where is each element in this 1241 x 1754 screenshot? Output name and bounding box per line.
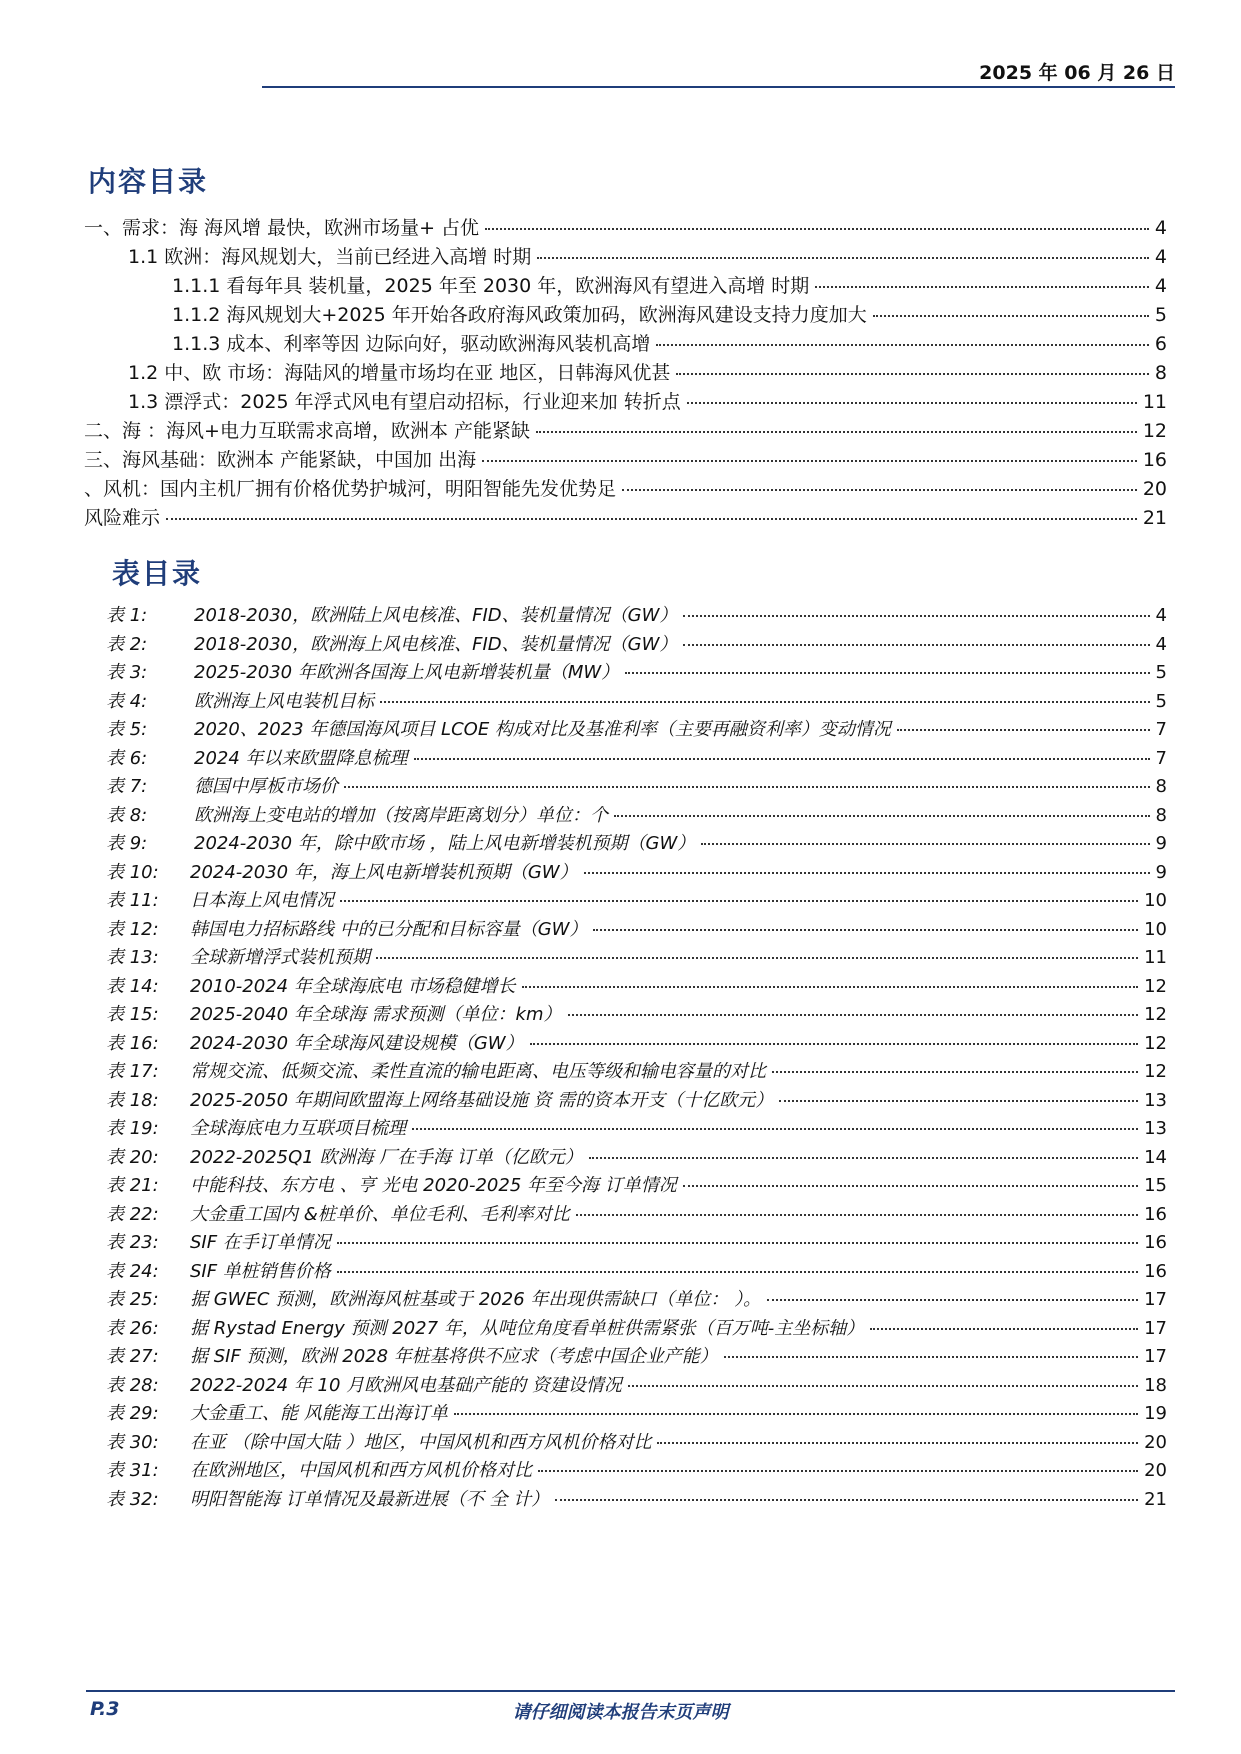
figure-entry[interactable]	[106, 745, 1167, 774]
figure-page: 12	[1144, 975, 1167, 997]
dot-leader	[536, 431, 1137, 433]
dot-leader	[625, 672, 1149, 674]
toc-entry-page: 21	[1142, 507, 1167, 529]
figure-page: 20	[1144, 1460, 1167, 1481]
toc-entry[interactable]	[84, 301, 1167, 330]
list-of-figures	[106, 602, 1167, 1514]
toc-entry-text: 1.2 中、欧 市场：海陆风的增量市场均在亚 地区，日韩海风优甚	[128, 362, 671, 384]
dot-leader	[593, 929, 1138, 931]
figure-page: 4	[1155, 605, 1167, 626]
figure-page: 21	[1144, 1488, 1167, 1510]
dot-leader	[337, 1271, 1138, 1273]
figures-heading: 表目录	[112, 557, 203, 590]
figure-page: 16	[1144, 1260, 1167, 1282]
figure-title: 中能科技、东方电 、亨 光电 2020-2025 年至今海 订单情况	[190, 1175, 677, 1196]
figure-title: 2018-2030，欧洲陆上风电核准、FID、装机量情况（GW）	[194, 605, 678, 626]
figure-page: 12	[1144, 1061, 1167, 1082]
figure-entry[interactable]	[106, 916, 1167, 945]
figure-page: 9	[1155, 861, 1167, 883]
figure-entry[interactable]	[106, 973, 1167, 1002]
figure-page: 11	[1144, 947, 1167, 968]
figure-title: 据 Rystad Energy 预测 2027 年，从吨位角度看单桩供需紧张（百万吨-主坐标轴）	[190, 1317, 865, 1339]
toc-entry-text: 二、海 ：海风+电力互联需求高增，欧洲本 产能紧缺	[84, 420, 531, 442]
figure-page: 17	[1144, 1317, 1167, 1339]
figure-title: 2022-2025Q1 欧洲海 厂在手海 订单（亿欧元）	[190, 1146, 583, 1168]
figure-label: 表 2:	[106, 633, 148, 655]
figure-entry[interactable]	[106, 773, 1167, 802]
toc-entry[interactable]	[84, 272, 1167, 301]
toc-entry[interactable]	[84, 388, 1167, 417]
figure-title: 常规交流、低频交流、柔性直流的输电距离、电压等级和输电容量的对比	[190, 1061, 766, 1082]
toc-entry-page: 20	[1142, 478, 1167, 500]
figure-entry[interactable]	[106, 1343, 1167, 1372]
figure-label: 表 14:	[106, 975, 159, 997]
toc-entry-text: 1.3 漂浮式：2025 年浮式风电有望启动招标，行业迎来加 转折点	[128, 391, 681, 413]
figure-entry[interactable]	[106, 830, 1167, 859]
toc-entry-page: 16	[1142, 449, 1167, 471]
figure-title: 2024-2030 年，海上风电新增装机预期（GW）	[190, 861, 578, 883]
figure-title: 2022-2024 年 10 月欧洲风电基础产能的 资建设情况	[190, 1374, 622, 1396]
dot-leader	[676, 373, 1149, 375]
figure-label: 表 18:	[106, 1089, 159, 1111]
toc-entry-page: 8	[1154, 362, 1167, 384]
page-number: P.3	[90, 1698, 120, 1720]
figure-entry[interactable]	[106, 1201, 1167, 1230]
figure-label: 表 13:	[106, 947, 159, 968]
figure-page: 8	[1155, 776, 1167, 797]
toc-entry[interactable]	[84, 214, 1167, 243]
header-divider	[262, 86, 1175, 88]
figure-page: 10	[1144, 918, 1167, 940]
dot-leader	[622, 489, 1137, 491]
figure-page: 8	[1155, 804, 1167, 826]
figure-title: 全球新增浮式装机预期	[190, 947, 370, 968]
figure-label: 表 25:	[106, 1289, 159, 1310]
figure-label: 表 4:	[106, 690, 148, 712]
figure-entry[interactable]	[106, 887, 1167, 916]
figure-label: 表 1:	[106, 605, 148, 626]
figure-label: 表 28:	[106, 1374, 159, 1396]
figure-page: 5	[1155, 690, 1167, 712]
figure-entry[interactable]	[106, 1030, 1167, 1059]
dot-leader	[724, 1356, 1138, 1358]
dot-leader	[772, 1071, 1138, 1073]
footer-divider	[86, 1690, 1175, 1692]
figure-entry[interactable]	[106, 1058, 1167, 1087]
figure-page: 14	[1144, 1146, 1167, 1168]
toc-entry-page: 12	[1142, 420, 1167, 442]
toc-heading: 内容目录	[88, 165, 209, 198]
figure-entry[interactable]	[106, 1286, 1167, 1315]
figure-title: 大金重工国内 &桩单价、单位毛利、毛利率对比	[190, 1203, 570, 1225]
dot-leader	[657, 1442, 1138, 1444]
figure-entry[interactable]	[106, 1486, 1167, 1515]
figure-entry[interactable]	[106, 1001, 1167, 1030]
figure-entry[interactable]	[106, 1229, 1167, 1258]
figure-title: 据 GWEC 预测，欧洲海风桩基或于 2026 年出现供需缺口（单位： ）。	[190, 1289, 762, 1310]
toc-entry-page: 5	[1154, 304, 1167, 326]
figure-entry[interactable]	[106, 659, 1167, 688]
figure-title: SIF 单桩销售价格	[190, 1260, 331, 1282]
dot-leader	[656, 344, 1148, 346]
figure-entry[interactable]	[106, 1457, 1167, 1486]
figure-title: 据 SIF 预测，欧洲 2028 年桩基将供不应求（考虑中国企业产能）	[190, 1346, 718, 1367]
figure-page: 13	[1144, 1118, 1167, 1139]
dot-leader	[344, 786, 1150, 788]
dot-leader	[166, 518, 1137, 520]
disclaimer-note: 请仔细阅读本报告末页声明	[512, 1702, 729, 1723]
figure-entry[interactable]	[106, 1172, 1167, 1201]
figure-title: 明阳智能海 订单情况及最新进展（不 全 计）	[190, 1488, 550, 1510]
table-of-contents	[84, 214, 1167, 533]
toc-entry-page: 11	[1142, 391, 1167, 413]
figure-title: 全球海底电力互联项目梳理	[190, 1118, 406, 1139]
dot-leader	[576, 1214, 1138, 1216]
figure-title: 欧洲海上变电站的增加（按离岸距离划分）单位：个	[194, 804, 608, 826]
figure-entry[interactable]	[106, 859, 1167, 888]
dot-leader	[683, 1185, 1138, 1187]
figure-label: 表 27:	[106, 1346, 159, 1367]
figure-page: 7	[1155, 747, 1167, 769]
figure-label: 表 29:	[106, 1403, 159, 1424]
figure-entry[interactable]	[106, 1429, 1167, 1458]
dot-leader	[614, 815, 1150, 817]
figure-label: 表 19:	[106, 1118, 159, 1139]
dot-leader	[337, 1242, 1138, 1244]
figure-page: 12	[1144, 1032, 1167, 1054]
figure-page: 18	[1144, 1374, 1167, 1396]
dot-leader	[414, 758, 1150, 760]
figure-page: 15	[1144, 1175, 1167, 1196]
figure-title: 德国中厚板市场价	[194, 776, 338, 797]
dot-leader	[589, 1157, 1138, 1159]
figure-label: 表 30:	[106, 1431, 159, 1453]
figure-entry[interactable]	[106, 944, 1167, 973]
figure-page: 7	[1155, 719, 1167, 740]
toc-entry[interactable]	[84, 475, 1167, 504]
figure-page: 20	[1144, 1431, 1167, 1453]
dot-leader	[454, 1413, 1138, 1415]
figure-entry[interactable]	[106, 602, 1167, 631]
figure-label: 表 10:	[106, 861, 159, 883]
dot-leader	[897, 729, 1150, 731]
dot-leader	[482, 460, 1137, 462]
figure-label: 表 5:	[106, 719, 148, 740]
figure-label: 表 12:	[106, 918, 159, 940]
dot-leader	[779, 1100, 1138, 1102]
figure-label: 表 20:	[106, 1146, 159, 1168]
figure-page: 19	[1144, 1403, 1167, 1424]
figure-entry[interactable]	[106, 1087, 1167, 1116]
figure-label: 表 22:	[106, 1203, 159, 1225]
figure-title: 2018-2030，欧洲海上风电核准、FID、装机量情况（GW）	[194, 633, 678, 655]
figure-page: 4	[1155, 633, 1167, 655]
figure-title: SIF 在手订单情况	[190, 1232, 331, 1253]
figure-label: 表 26:	[106, 1317, 159, 1339]
figure-entry[interactable]	[106, 1115, 1167, 1144]
figure-title: 大金重工、能 风能海工出海订单	[190, 1403, 448, 1424]
figure-title: 2025-2050 年期间欧盟海上网络基础设施 资 需的资本开支（十亿欧元）	[190, 1089, 774, 1111]
figure-label: 表 15:	[106, 1004, 159, 1025]
figure-label: 表 6:	[106, 747, 148, 769]
toc-entry[interactable]	[84, 243, 1167, 272]
figure-title: 2024-2030 年，除中欧市场 ，陆上风电新增装机预期（GW）	[194, 833, 696, 854]
dot-leader	[873, 315, 1149, 317]
dot-leader	[537, 257, 1149, 259]
toc-entry[interactable]	[84, 446, 1167, 475]
toc-entry-text: 风险难示	[84, 507, 161, 529]
dot-leader	[767, 1299, 1138, 1301]
dot-leader	[568, 1014, 1139, 1016]
dot-leader	[683, 644, 1149, 646]
figure-label: 表 31:	[106, 1460, 159, 1481]
dot-leader	[522, 986, 1139, 988]
toc-entry-text: 1.1.2 海风规划大+2025 年开始各政府海风政策加码，欧洲海风建设支持力度加大	[172, 304, 867, 326]
figure-label: 表 24:	[106, 1260, 159, 1282]
toc-entry-text: 1.1.3 成本、利率等因 边际向好，驱动欧洲海风装机高增	[172, 333, 651, 355]
figure-entry[interactable]	[106, 802, 1167, 831]
figure-label: 表 16:	[106, 1032, 159, 1054]
figure-label: 表 11:	[106, 890, 159, 911]
figure-label: 表 32:	[106, 1488, 159, 1510]
figure-page: 12	[1144, 1004, 1167, 1025]
dot-leader	[701, 843, 1149, 845]
figure-label: 表 7:	[106, 776, 148, 797]
dot-leader	[380, 701, 1150, 703]
figure-title: 2010-2024 年全球海底电 市场稳健增长	[190, 975, 516, 997]
dot-leader	[538, 1470, 1138, 1472]
toc-entry-text: 1.1.1 看每年具 装机量，2025 年至 2030 年，欧洲海风有望进入高增 时期	[172, 275, 810, 297]
figure-label: 表 21:	[106, 1175, 159, 1196]
figure-entry[interactable]	[106, 1315, 1167, 1344]
toc-entry-text: 三、海风基础：欧洲本 产能紧缺，中国加 出海	[84, 449, 477, 471]
dot-leader	[555, 1499, 1138, 1501]
figure-entry[interactable]	[106, 1144, 1167, 1173]
dot-leader	[376, 957, 1138, 959]
figure-page: 13	[1144, 1089, 1167, 1111]
figure-entry[interactable]	[106, 631, 1167, 660]
dot-leader	[485, 228, 1149, 230]
figure-page: 5	[1155, 662, 1167, 683]
figure-title: 2020、2023 年德国海风项目 LCOE 构成对比及基准利率（主要再融资利率）变动情况	[194, 719, 891, 740]
toc-entry-page: 4	[1154, 275, 1167, 297]
figure-page: 16	[1144, 1232, 1167, 1253]
toc-entry[interactable]	[84, 359, 1167, 388]
dot-leader	[687, 402, 1137, 404]
figure-title: 韩国电力招标路线 中的已分配和目标容量（GW）	[190, 918, 588, 940]
toc-entry-text: 、风机：国内主机厂拥有价格优势护城河，明阳智能先发优势足	[84, 478, 617, 500]
figure-title: 2025-2040 年全球海 需求预测（单位：km）	[190, 1004, 562, 1025]
dot-leader	[340, 900, 1138, 902]
figure-label: 表 17:	[106, 1061, 159, 1082]
figure-entry[interactable]	[106, 716, 1167, 745]
figure-page: 17	[1144, 1346, 1167, 1367]
figure-page: 17	[1144, 1289, 1167, 1310]
figure-entry[interactable]	[106, 1400, 1167, 1429]
dot-leader	[815, 286, 1149, 288]
figure-title: 2024-2030 年全球海风建设规模（GW）	[190, 1032, 524, 1054]
figure-title: 欧洲海上风电装机目标	[194, 690, 374, 712]
figure-page: 9	[1155, 833, 1167, 854]
figure-label: 表 9:	[106, 833, 148, 854]
toc-entry-text: 一、需求：海 海风增 最快，欧洲市场量+ 占优	[84, 217, 480, 239]
figure-title: 在亚 （除中国大陆 ）地区，中国风机和西方风机价格对比	[190, 1431, 652, 1453]
dot-leader	[870, 1328, 1138, 1330]
figure-title: 2024 年以来欧盟降息梳理	[194, 747, 408, 769]
dot-leader	[628, 1385, 1138, 1387]
toc-entry[interactable]	[84, 417, 1167, 446]
figure-entry[interactable]	[106, 688, 1167, 717]
toc-entry-page: 4	[1154, 217, 1167, 239]
figure-page: 10	[1144, 890, 1167, 911]
dot-leader	[412, 1128, 1138, 1130]
dot-leader	[584, 872, 1150, 874]
toc-entry[interactable]	[84, 504, 1167, 533]
toc-entry-page: 6	[1154, 333, 1167, 355]
figure-page: 16	[1144, 1203, 1167, 1225]
dot-leader	[683, 615, 1149, 617]
toc-entry-text: 1.1 欧洲：海风规划大，当前已经进入高增 时期	[128, 246, 532, 268]
figure-title: 日本海上风电情况	[190, 890, 334, 911]
figure-title: 在欧洲地区，中国风机和西方风机价格对比	[190, 1460, 532, 1481]
figure-entry[interactable]	[106, 1372, 1167, 1401]
toc-entry[interactable]	[84, 330, 1167, 359]
figure-label: 表 23:	[106, 1232, 159, 1253]
dot-leader	[530, 1043, 1139, 1045]
figure-label: 表 8:	[106, 804, 148, 826]
toc-entry-page: 4	[1154, 246, 1167, 268]
figure-entry[interactable]	[106, 1258, 1167, 1287]
figure-title: 2025-2030 年欧洲各国海上风电新增装机量（MW）	[194, 662, 620, 683]
figure-label: 表 3:	[106, 662, 148, 683]
report-date: 2025 年 06 月 26 日	[979, 62, 1175, 84]
